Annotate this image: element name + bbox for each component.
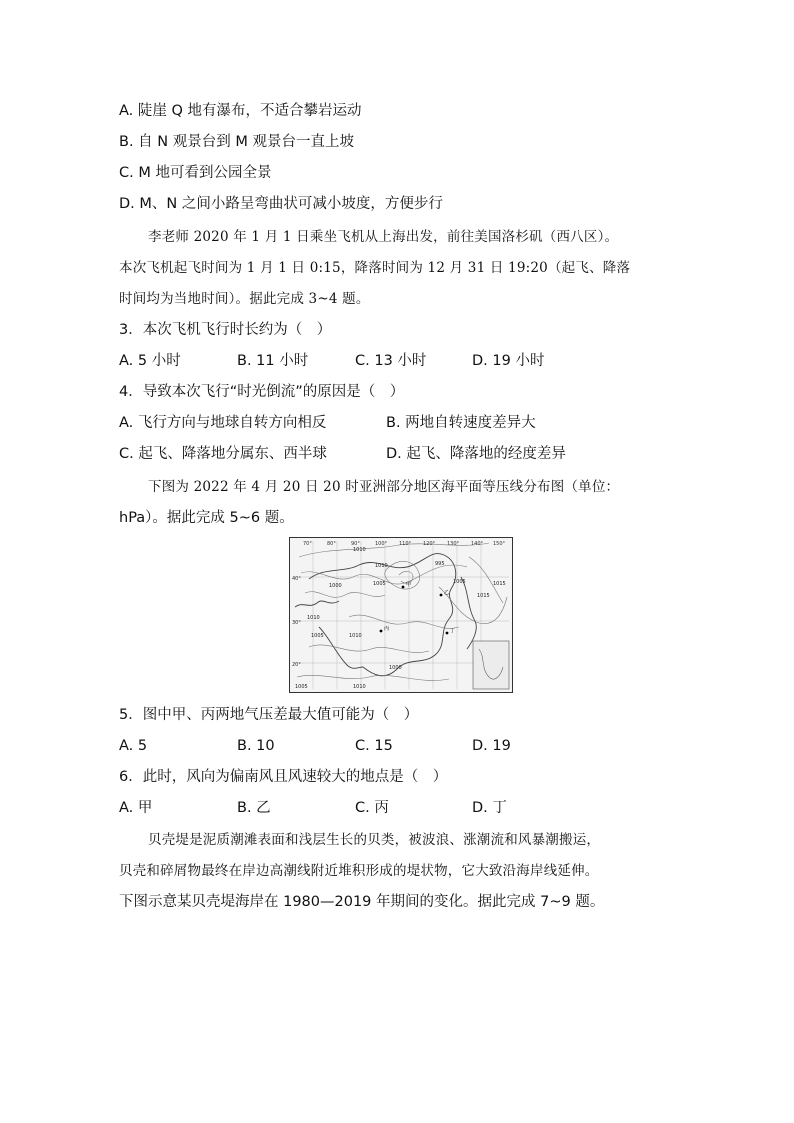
isobar-label: 1000 [329, 583, 342, 589]
isobar-label: 1005 [311, 633, 324, 639]
q5-option-c: C. 15 [355, 738, 393, 754]
q5-option-b: B. 10 [237, 738, 275, 754]
passage2-line2: hPa）。据此完成 5~6 题。 [119, 510, 294, 526]
lon-label: 90° [351, 541, 360, 547]
isobar-label: 1015 [477, 593, 490, 599]
passage1-line1: 李老师 2020 年 1 月 1 日乘坐飞机从上海出发，前往美国洛杉矶（西八区）。 [148, 229, 619, 245]
isobar-label: 1010 [307, 615, 320, 621]
q5-stem: 5．图中甲、丙两地气压差最大值可能为（ ） [119, 707, 419, 723]
q6-option-c: C. 丙 [355, 800, 389, 816]
q3-option-a: A. 5 小时 [119, 353, 181, 369]
q2-option-a: A. 陡崖 Q 地有瀑布，不适合攀岩运动 [119, 103, 362, 119]
isobar-label: 1005 [453, 579, 466, 585]
point-ding-marker [446, 632, 449, 635]
q6-option-b: B. 乙 [237, 800, 271, 816]
lat-label: 30° [292, 620, 301, 626]
isobar-label: 1010 [353, 684, 366, 690]
lon-label: 140° [471, 541, 484, 547]
passage3-line3: 下图示意某贝壳堤海岸在 1980—2019 年期间的变化。据此完成 7~9 题。 [119, 894, 605, 910]
q4-stem: 4．导致本次飞行“时光倒流”的原因是（ ） [119, 384, 405, 400]
q4-option-a: A. 飞行方向与地球自转方向相反 [119, 415, 327, 431]
isobar-label: 1005 [373, 581, 386, 587]
lon-label: 150° [493, 541, 506, 547]
q4-option-c: C. 起飞、降落地分属东、西半球 [119, 446, 327, 462]
lon-label: 70° [303, 541, 312, 547]
q6-option-d: D. 丁 [472, 800, 507, 816]
q6-stem: 6．此时，风向为偏南风且风速较大的地点是（ ） [119, 769, 448, 785]
isobar-label: 1015 [493, 581, 506, 587]
isobar-label: 1005 [295, 684, 308, 690]
passage2-line1: 下图为 2022 年 4 月 20 日 20 时亚洲部分地区海平面等压线分布图（单位： [148, 479, 620, 495]
q4-option-b: B. 两地自转速度差异大 [386, 415, 536, 431]
point-bing-marker [380, 630, 383, 633]
q3-option-b: B. 11 小时 [237, 353, 309, 369]
passage3-line1: 贝壳堤是泥质潮滩表面和浅层生长的贝类，被波浪、涨潮流和风暴潮搬运， [148, 832, 601, 848]
passage1-line3: 时间均为当地时间）。据此完成 3~4 题。 [119, 291, 370, 307]
q2-option-c: C. M 地可看到公园全景 [119, 165, 272, 181]
q2-option-d: D. M、N 之间小路呈弯曲状可减小坡度，方便步行 [119, 196, 443, 212]
point-jia-marker [402, 586, 405, 589]
lon-label: 130° [447, 541, 460, 547]
point-jia-label: 甲 [406, 582, 412, 588]
isobar-label: 1000 [389, 665, 402, 671]
q3-option-c: C. 13 小时 [355, 353, 427, 369]
q5-option-a: A. 5 [119, 738, 148, 754]
passage1-line2: 本次飞机起飞时间为 1 月 1 日 0:15，降落时间为 12 月 31 日 19:20（起飞、降落 [119, 260, 631, 276]
isobar-label: 995 [435, 561, 445, 567]
point-yi-label: 乙 [444, 590, 450, 596]
lon-label: 100° [375, 541, 388, 547]
q3-stem: 3．本次飞机飞行时长约为（ ） [119, 322, 332, 338]
point-yi-marker [440, 594, 443, 597]
lat-label: 20° [292, 662, 301, 668]
q2-option-b: B. 自 N 观景台到 M 观景台一直上坡 [119, 134, 354, 150]
isobar-label: 1010 [349, 633, 362, 639]
q4-option-d: D. 起飞、降落地的经度差异 [386, 446, 566, 462]
isobar-map [289, 537, 513, 693]
lon-label: 110° [399, 541, 412, 547]
q5-option-d: D. 19 [472, 738, 511, 754]
lon-label: 120° [423, 541, 436, 547]
q6-option-a: A. 甲 [119, 800, 153, 816]
point-ding-label: 丁 [450, 628, 456, 634]
passage3-line2: 贝壳和碎屑物最终在岸边高潮线附近堆积形成的堤状物，它大致沿海岸线延伸。 [119, 863, 599, 879]
q3-option-d: D. 19 小时 [472, 353, 545, 369]
isobar-label: 1010 [375, 563, 388, 569]
isobar-label: 1010 [353, 547, 366, 553]
point-bing-label: 丙 [384, 626, 390, 632]
lat-label: 40° [292, 576, 301, 582]
lon-label: 80° [327, 541, 336, 547]
